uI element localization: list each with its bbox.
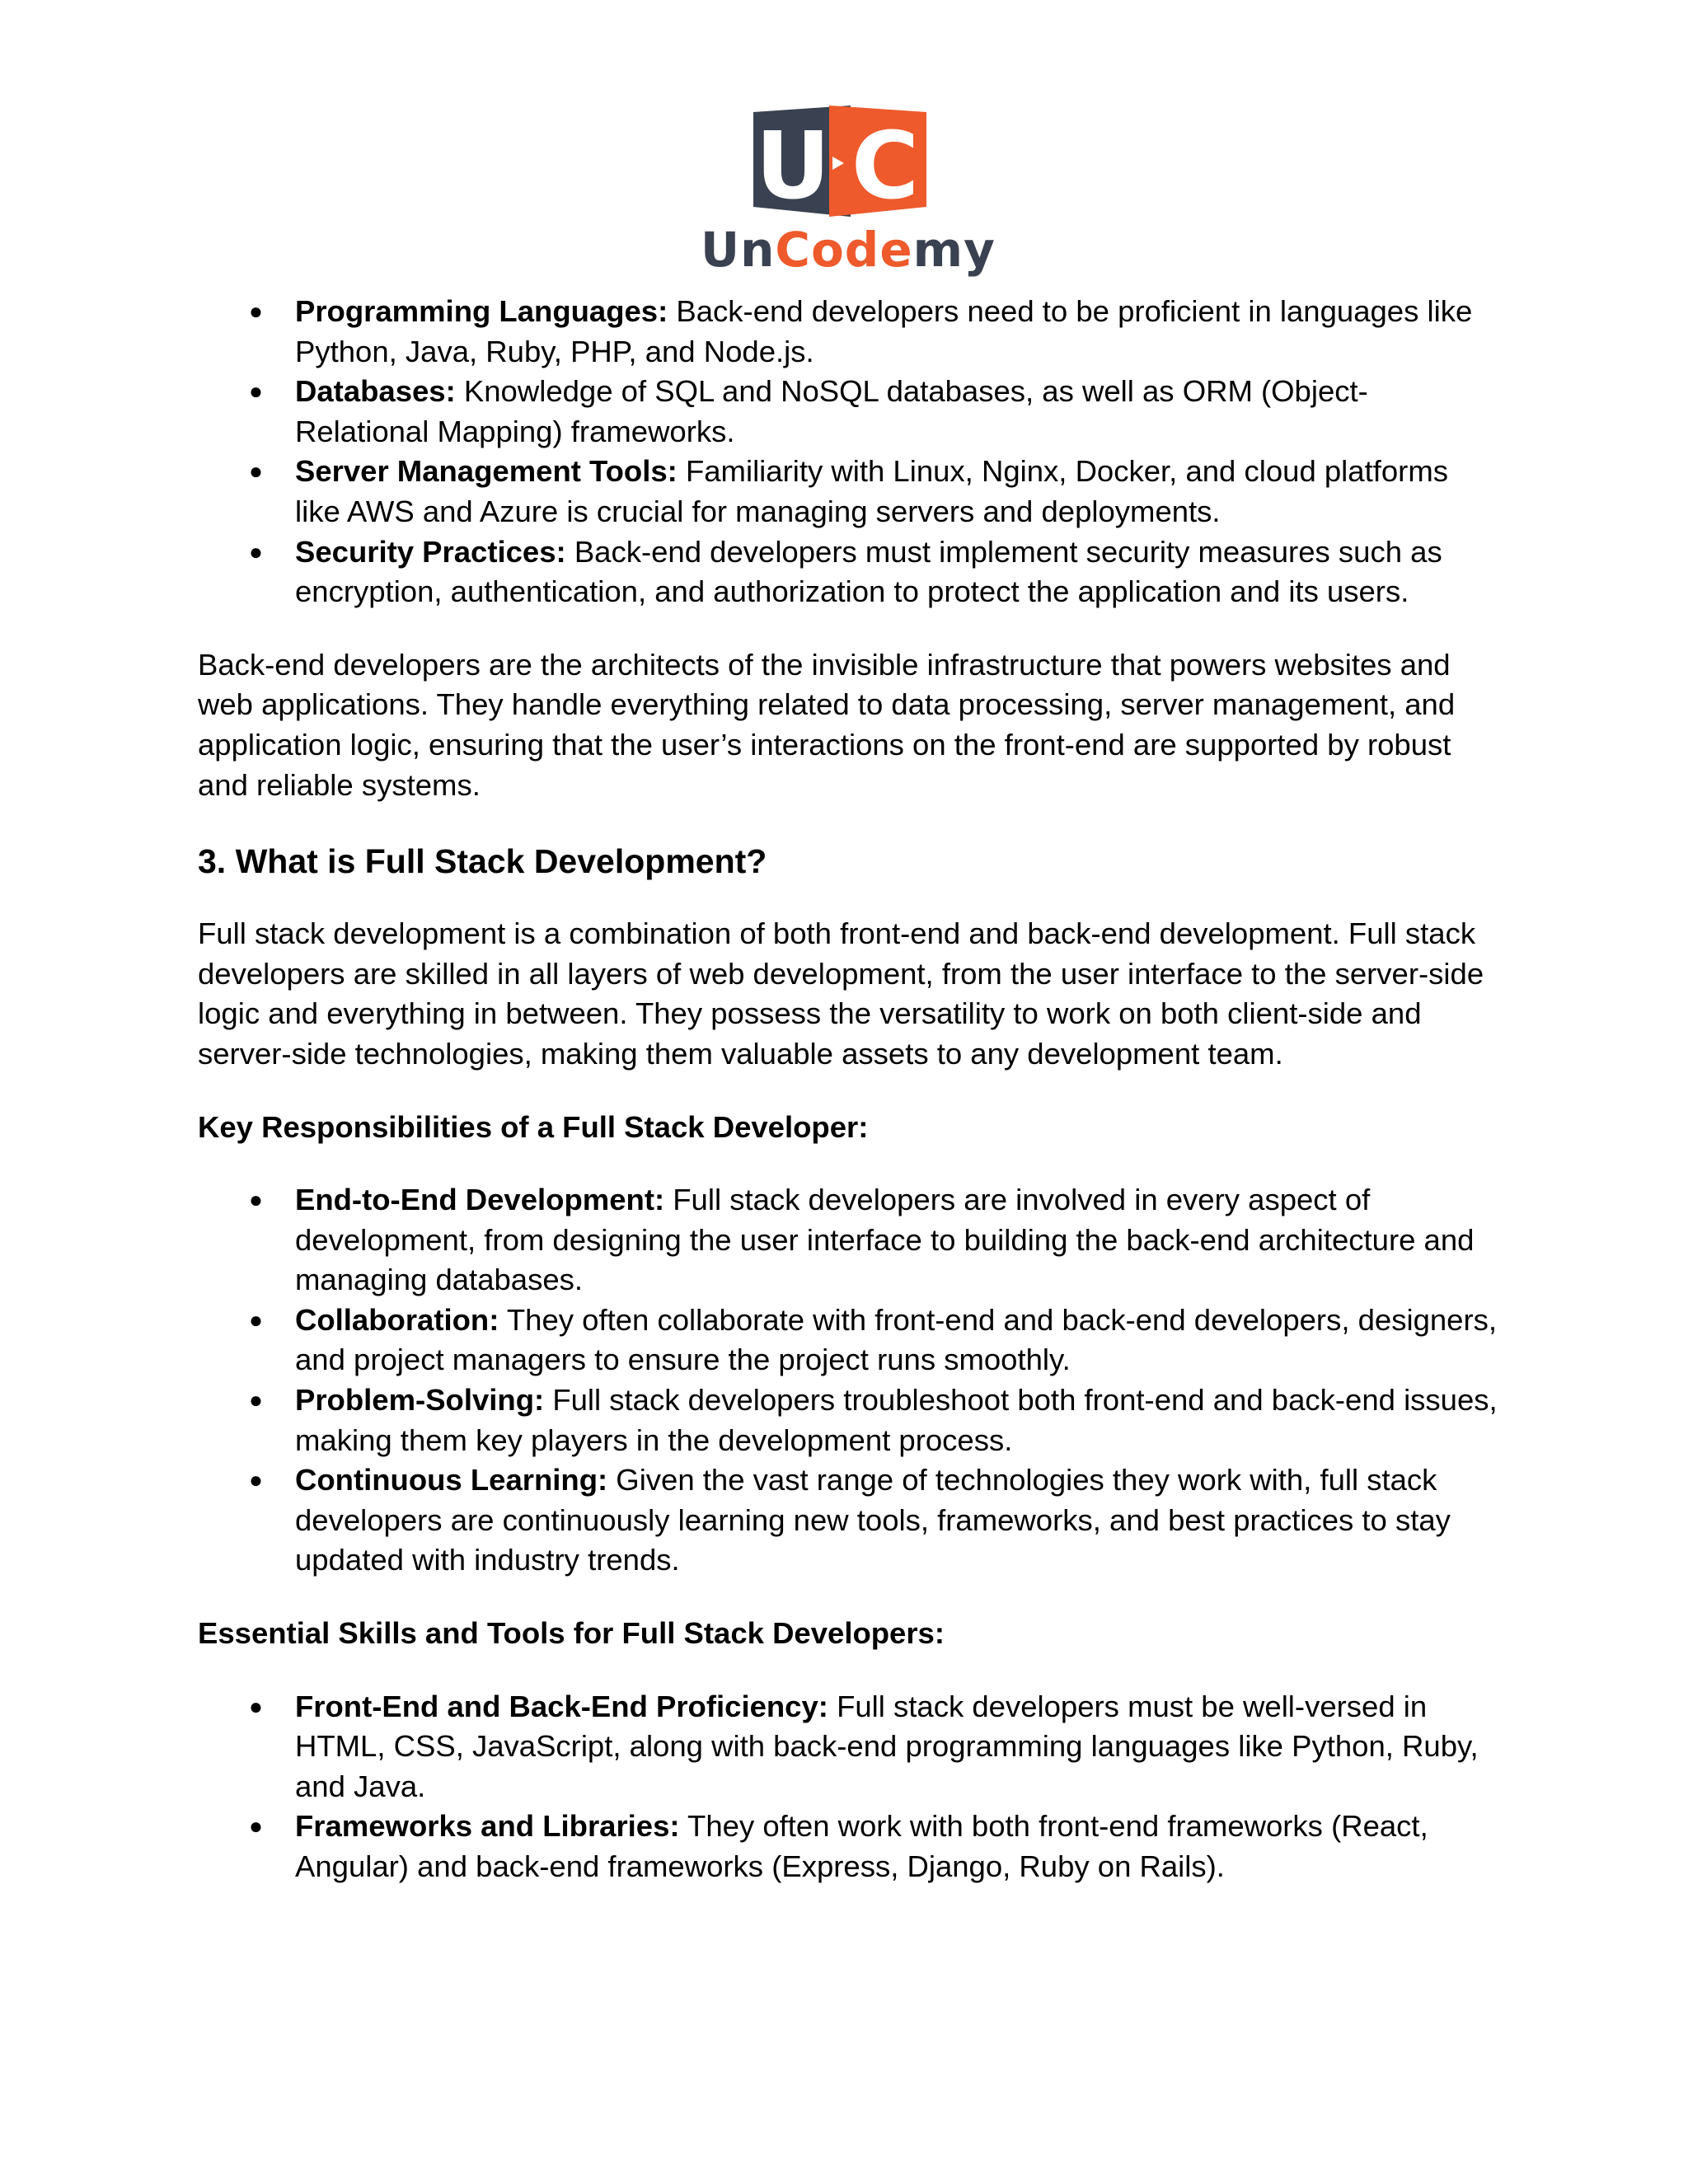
list-item-label: Front-End and Back-End Proficiency:	[295, 1689, 828, 1723]
list-item-label: Continuous Learning:	[295, 1463, 608, 1497]
bullet-icon: ●	[249, 458, 263, 485]
list-item-text: Back-end developers need to be proficient in languages like Python, Java, Ruby, PHP, and Node.js.	[295, 294, 1473, 368]
logo-letter-right: C	[851, 113, 920, 217]
list-item	[198, 1460, 1500, 1581]
list-item	[198, 532, 1500, 612]
list-item-label: Security Practices:	[295, 534, 566, 569]
backend-skills-list	[198, 292, 1500, 612]
list-item-text: Given the vast range of technologies they work with, full stack developers are continuously learning new tools, frameworks, and best practices to stay updated with industry trends.	[295, 1463, 1451, 1577]
bullet-icon: ●	[249, 1187, 263, 1213]
list-item-label: End-to-End Development:	[295, 1183, 665, 1217]
bullet-icon: ●	[249, 538, 263, 565]
section-heading: 3. What is Full Stack Development?	[198, 842, 767, 881]
list-item	[198, 1687, 1500, 1807]
bullet-icon: ●	[249, 1813, 263, 1840]
list-item	[198, 1180, 1500, 1301]
list-item	[198, 372, 1500, 452]
list-item	[198, 1301, 1500, 1380]
list-item-text: Full stack developers must be well-versed in HTML, CSS, JavaScript, along with back-end programming languages like Python, Ruby, and Java.	[295, 1689, 1479, 1803]
list-item-label: Programming Languages:	[295, 294, 668, 328]
list-item-text: Familiarity with Linux, Nginx, Docker, and cloud platforms like AWS and Azure is crucial for managing servers and deployments.	[295, 454, 1448, 528]
list-item-text: They often work with both front-end frameworks (React, Angular) and back-end frameworks (Express, Django, Ruby on Rails).	[295, 1809, 1428, 1883]
list-item-text: Full stack developers troubleshoot both front-end and back-end issues, making them key players in the development process.	[295, 1383, 1498, 1457]
backend-summary-paragraph: Back-end developers are the architects of the invisible infrastructure that powers websites and web applications. They handle everything related to data processing, server management, and application logic, ensuring that the user’s interactions on the front-end are supported by robust and reliable systems.	[198, 647, 1456, 802]
list-item-text: Full stack developers are involved in every aspect of development, from designing the user interface to building the back-end architecture and managing databases.	[295, 1183, 1475, 1297]
list-item-label: Frameworks and Libraries:	[295, 1809, 680, 1844]
logo-letter-left: U	[755, 113, 831, 217]
bullet-icon: ●	[249, 1306, 263, 1333]
bullet-icon: ●	[249, 378, 263, 405]
responsibilities-heading: Key Responsibilities of a Full Stack Developer:	[198, 1109, 869, 1144]
bullet-icon: ●	[249, 1693, 263, 1719]
responsibilities-list	[198, 1180, 1500, 1581]
logo-word-code: Code	[775, 222, 913, 278]
bullet-icon: ●	[249, 1467, 263, 1493]
list-item-label: Server Management Tools:	[295, 454, 678, 489]
list-item	[198, 1807, 1500, 1886]
logo-mark-icon	[753, 105, 926, 217]
list-item-label: Problem-Solving:	[295, 1383, 545, 1418]
fullstack-skills-list	[198, 1687, 1500, 1887]
list-item-text: Knowledge of SQL and NoSQL databases, as well as ORM (Object-Relational Mapping) frameworks.	[295, 374, 1368, 448]
list-item-text: They often collaborate with front-end and back-end developers, designers, and project managers to ensure the project runs smoothly.	[295, 1302, 1498, 1377]
bullet-icon: ●	[249, 1387, 263, 1413]
list-item	[198, 1380, 1500, 1460]
logo-wordmark	[701, 222, 996, 278]
uncodemy-logo	[701, 105, 996, 279]
fullstack-intro-paragraph: Full stack development is a combination of both front-end and back-end development. Full stack developers are skilled in all layers of web development, from the user interface to the server-side logic and everything in between. They possess the versatility to work on both client-side and server-side technologies, making them valuable assets to any development team.	[198, 916, 1484, 1071]
document-body	[198, 292, 1500, 1887]
list-item-label: Databases:	[295, 374, 456, 409]
list-item-label: Collaboration:	[295, 1302, 499, 1337]
list-item	[198, 292, 1500, 372]
bullet-icon: ●	[249, 298, 263, 324]
logo-word-un: Un	[701, 222, 776, 278]
list-item-text: Back-end developers must implement security measures such as encryption, authentication, and authorization to protect the application and its users.	[295, 534, 1442, 609]
list-item	[198, 452, 1500, 532]
logo-word-my: my	[912, 222, 996, 278]
skills-heading: Essential Skills and Tools for Full Stack Developers:	[198, 1616, 945, 1651]
